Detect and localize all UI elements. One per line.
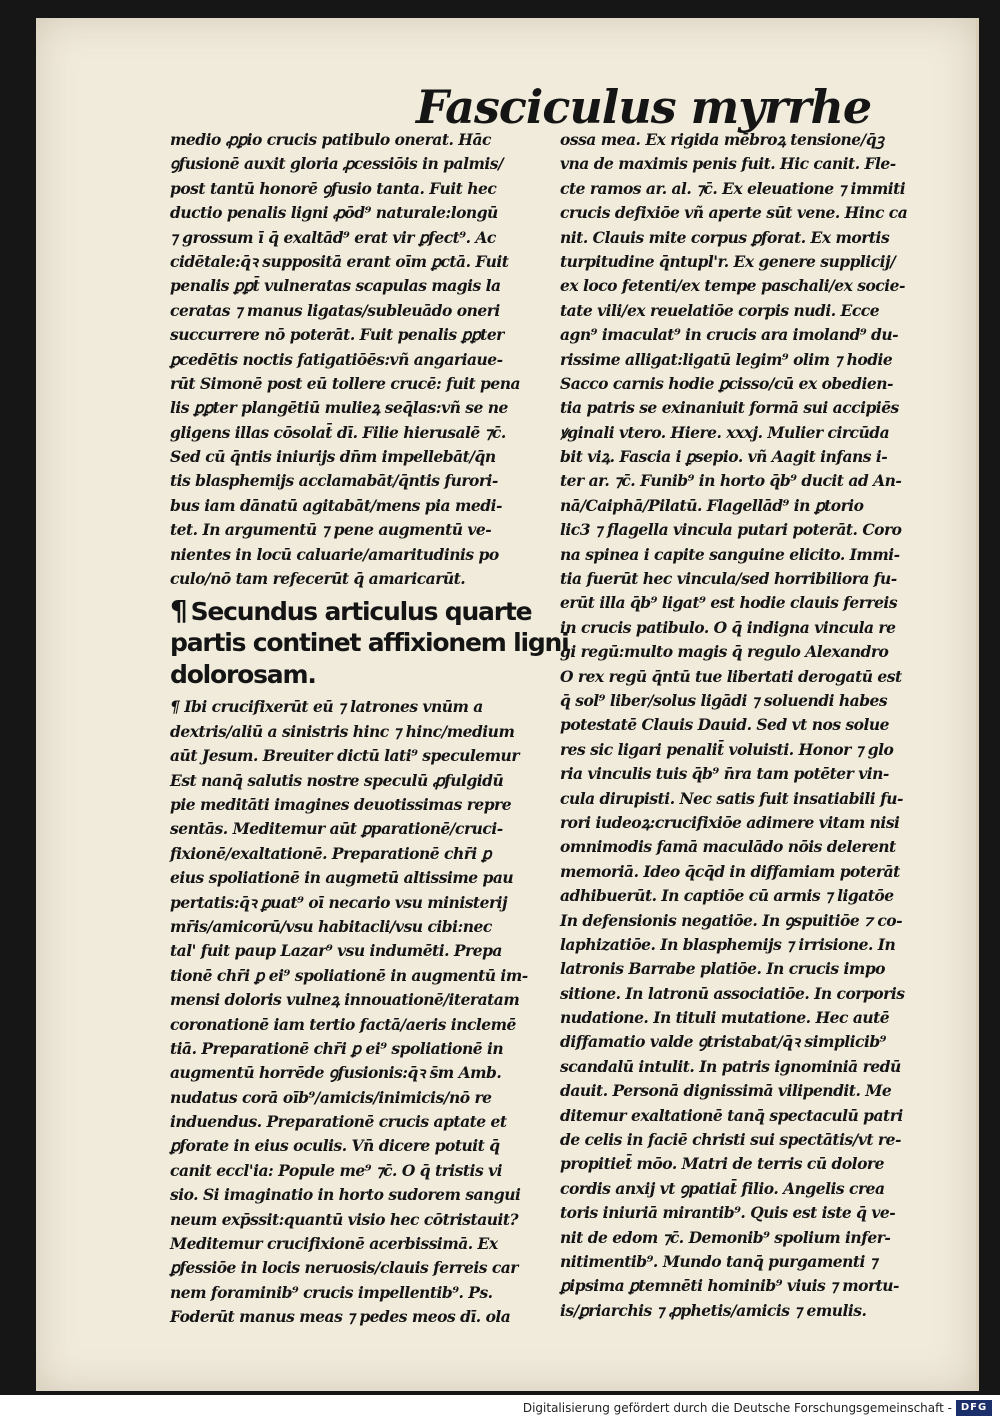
text-line: ossa mea. Ex rigida mēbroꝝ tensione/q̄ꝫ bbox=[560, 130, 884, 149]
text-line: potestatē Clauis Dauid. Sed vt nos solue bbox=[560, 715, 890, 735]
text-line: post tantū honorē ꝯfusio tanta. Fuit hec bbox=[170, 178, 497, 198]
text-line: nem foraminib⁹ crucis impellentib⁹. Ps. bbox=[170, 1282, 493, 1302]
text-line: nit. Clauis mite corpus ꝑforat. Ex mortis bbox=[560, 227, 890, 247]
text-line: rori iudeoꝝ:crucifixiōe adimere vitam nisi bbox=[560, 812, 900, 832]
text-line: gligens illas cōsolat̄ dī. Filie hierusalē ⁊c̄. bbox=[170, 422, 506, 442]
text-line: cidētale:q̄ꝛ suppositā erant oīm ꝑctā. Fuit bbox=[170, 251, 509, 271]
text-line: turpitudine q̄ntupl'r. Ex genere supplicij/ bbox=[560, 251, 896, 271]
text-line: aūt Jesum. Breuiter dictū lati⁹ speculemur bbox=[170, 746, 519, 766]
text-line: Foderūt manus meas ⁊ pedes meos dī. ola bbox=[170, 1307, 511, 1327]
text-line: pertatis:q̄ꝛ ꝑuat⁹ oī necario vsu ministerij bbox=[170, 892, 508, 912]
text-line: ꝟginali vtero. Hiere. xxxj. Mulier circūda bbox=[560, 422, 890, 442]
heading-line bbox=[170, 594, 532, 628]
text-line: nudatione. In tituli mutatione. Hec autē bbox=[560, 1008, 890, 1028]
text-line: penalis ꝑꝑt̄ vulneratas scapulas magis la bbox=[170, 276, 501, 296]
text-line: ꝑfessiōe in locis neruosis/clauis ferreis car bbox=[170, 1258, 518, 1278]
text-line: cula dirupisti. Nec satis fuit insatiabili fu- bbox=[560, 788, 903, 808]
text-line: tis blasphemijs acclamabāt/q̄ntis furori- bbox=[170, 471, 498, 491]
text-line: ductio penalis ligni ꝓōd⁹ naturale:longū bbox=[170, 203, 498, 223]
funding-notice: Digitalisierung gefördert durch die Deutsche Forschungsgemeinschaft - bbox=[522, 1401, 952, 1415]
left-text-before-heading bbox=[170, 128, 525, 591]
section-heading bbox=[170, 594, 569, 691]
text-line: ⁊ grossum ī q̄ exaltād⁹ erat vir ꝑfect⁹. Ac bbox=[170, 227, 496, 247]
text-line: latronis Barrabe platiōe. In crucis impo bbox=[560, 959, 886, 979]
text-line: mr̄is/amicorū/vsu habitacli/vsu cibi:nec bbox=[170, 916, 492, 936]
text-line: cte ramos ar. al. ⁊c̄. Ex eleuatione ⁊ immiti bbox=[560, 178, 906, 198]
text-line: ꝑforate in eius oculis. Vn̄ dicere potuit q̄ bbox=[170, 1136, 500, 1156]
text-line: cordis anxij vt ꝯpatiat̄ filio. Angelis crea bbox=[560, 1178, 885, 1198]
text-line: O rex regū q̄ntū tue libertati derogatū est bbox=[560, 666, 902, 686]
text-line: tal' fuit paup Lazar⁹ vsu indumēti. Prepa bbox=[170, 941, 502, 961]
text-line: q̄ sol⁹ liber/solus ligādi ⁊ soluendi habes bbox=[560, 690, 888, 710]
text-line: nā/Caiphā/Pilatū. Flagellād⁹ in ꝑtorio bbox=[560, 495, 864, 515]
text-line: coronationē iam tertio factā/aeris inclemē bbox=[170, 1014, 516, 1034]
text-line: sentās. Meditemur aūt ꝑparationē/cruci- bbox=[170, 819, 503, 839]
text-line: crucis defixiōe vñ aperte sūt vene. Hinc ca bbox=[560, 203, 908, 223]
text-line: succurrere nō poterāt. Fuit penalis ꝑꝑter bbox=[170, 325, 504, 345]
dfg-logo: DFG bbox=[956, 1400, 992, 1416]
text-line: de celis in faciē christi sui spectātis/vt re- bbox=[560, 1130, 901, 1150]
text-line: memoriā. Ideo q̄cq̄d in diffamiam poterāt bbox=[560, 861, 900, 881]
text-line: ꝑcedētis noctis fatigatiōēs:vñ angariaue- bbox=[170, 349, 503, 369]
text-line: medio ꝓꝑio crucis patibulo onerat. Hāc bbox=[170, 130, 491, 149]
text-line: culo/nō tam refecerūt q̄ amaricarūt. bbox=[170, 569, 466, 589]
text-line: ꝑipsima ꝑtemnēti hominib⁹ viuis ⁊ mortu- bbox=[560, 1276, 899, 1296]
text-line: scandalū intulit. In patris ignominiā redū bbox=[560, 1056, 901, 1076]
text-line: pie meditāti imagines deuotissimas repre bbox=[170, 794, 512, 814]
text-line: In defensionis negatiōe. In ꝯspuitiōe ⁊ co- bbox=[560, 910, 903, 930]
right-column bbox=[560, 128, 935, 1323]
text-line: eius spoliationē in augmetū altissime pau bbox=[170, 868, 514, 888]
running-head: Fasciculus myrrhe bbox=[416, 80, 872, 134]
text-line: ditemur exaltationē tanq̄ spectaculū patri bbox=[560, 1105, 903, 1125]
text-line: Sacco carnis hodie ꝑcisso/cū ex obedien- bbox=[560, 373, 893, 393]
text-line: fixionē/exaltationē. Preparationē chr̄i ꝑ bbox=[170, 843, 492, 863]
text-line: mensi doloris vulneꝝ innouationē/iteratam bbox=[170, 990, 520, 1010]
text-line: Sed cū q̄ntis iniurijs dn̄m impellebāt/q̄n bbox=[170, 447, 496, 467]
text-line: sio. Si imaginatio in horto sudorem sangui bbox=[170, 1185, 521, 1205]
text-line: agn⁹ imaculat⁹ in crucis ara imoland⁹ du- bbox=[560, 325, 899, 345]
right-text bbox=[560, 128, 935, 1323]
left-text-after-heading bbox=[170, 695, 528, 1329]
text-line: in crucis patibulo. O q̄ indigna vincula re bbox=[560, 617, 896, 637]
text-line: toris iniuriā mirantib⁹. Quis est iste q̄ ve- bbox=[560, 1203, 896, 1223]
text-line: ¶ Ibi crucifixerūt eū ⁊ latrones vnūm a bbox=[170, 697, 483, 717]
text-line: nit de edom ⁊c̄. Demonib⁹ spolium infer- bbox=[560, 1227, 891, 1247]
text-line: neum exp̄ssit:quantū visio hec cōtristauit? bbox=[170, 1209, 519, 1229]
text-line: ex loco fetenti/ex tempe paschali/ex socie- bbox=[560, 276, 905, 296]
heading-line-text: Secundus articulus quarte bbox=[190, 597, 532, 627]
text-line: augmentū horrēde ꝯfusionis:q̄ꝛ s̄m Amb. bbox=[170, 1063, 502, 1083]
text-line: tiā. Preparationē chr̄i ꝑ ei⁹ spoliationē in bbox=[170, 1038, 504, 1058]
text-line: rissime alligat:ligatū legim⁹ olim ⁊ hodie bbox=[560, 349, 893, 369]
text-line: dauit. Personā dignissimā vilipendit. Me bbox=[560, 1081, 892, 1101]
text-line: adhibuerūt. In captiōe cū armis ⁊ ligatōe bbox=[560, 886, 894, 906]
text-line: dextris/aliū a sinistris hinc ⁊ hinc/medium bbox=[170, 721, 515, 741]
text-line: erūt illa q̄b⁹ ligat⁹ est hodie clauis ferreis bbox=[560, 593, 898, 613]
left-column bbox=[170, 128, 569, 1330]
text-line: nitimentib⁹. Mundo tanq̄ purgamenti ⁊ bbox=[560, 1251, 878, 1271]
heading-line: dolorosam. bbox=[170, 660, 316, 690]
text-line: vna de maximis penis fuit. Hic canit. Fle- bbox=[560, 154, 896, 174]
text-line: lic3 ⁊ flagella vincula putari poterāt. Coro bbox=[560, 520, 902, 540]
text-line: lis ꝑꝑter plangētiū mulieꝝ seq̄las:vñ se ne bbox=[170, 398, 508, 418]
text-line: propitiet̄ mōo. Matri de terris cū dolore bbox=[560, 1154, 884, 1174]
text-line: canit eccl'ia: Popule me⁹ ⁊c̄. O q̄ tristis vi bbox=[170, 1160, 502, 1180]
text-line: tate vili/ex reuelatiōe corpis nudi. Ecce bbox=[560, 300, 880, 320]
text-line: tet. In argumentū ⁊ pene augmentū ve- bbox=[170, 520, 492, 540]
text-line: ria vinculis tuis q̄b⁹ n̄ra tam potēter vin- bbox=[560, 764, 889, 784]
text-line: gi regū:multo magis q̄ regulo Alexandro bbox=[560, 642, 889, 662]
text-line: bus iam dānatū agitabāt/mens pia medi- bbox=[170, 495, 502, 515]
text-line: na spinea i capite sanguine elicito. Immi- bbox=[560, 544, 900, 564]
text-line: tia fuerūt hec vincula/sed horribiliora fu- bbox=[560, 569, 897, 589]
text-line: nudatus corā oīb⁹/amicis/inimicis/nō re bbox=[170, 1087, 492, 1107]
text-line: diffamatio valde ꝯtristabat/q̄ꝛ simplicib⁹ bbox=[560, 1032, 886, 1052]
text-line: bit viꝝ. Fascia i ꝑsepio. vñ Aagit infans i- bbox=[560, 447, 888, 467]
text-line: ter ar. ⁊c̄. Funib⁹ in horto q̄b⁹ ducit ad An- bbox=[560, 471, 902, 491]
digitization-footer bbox=[0, 1395, 1000, 1423]
text-line: induendus. Preparationē crucis aptate et bbox=[170, 1112, 507, 1132]
text-line: tia patris se exinaniuit formā sui accipiēs bbox=[560, 398, 899, 418]
text-line: res sic ligari penalit̄ voluisti. Honor ⁊ glo bbox=[560, 739, 894, 759]
text-line: sitione. In latronū associatiōe. In corporis bbox=[560, 983, 905, 1003]
text-line: omnimodis famā maculādo nōis delerent bbox=[560, 837, 896, 857]
text-line: rūt Simonē post eū tollere crucē: fuit pena bbox=[170, 373, 521, 393]
text-line: is/ꝑriarchis ⁊ ꝓphetis/amicis ⁊ emulis. bbox=[560, 1300, 867, 1320]
text-line: nientes in locū caluarie/amaritudinis po bbox=[170, 544, 499, 564]
text-line: tionē chr̄i ꝑ ei⁹ spoliationē in augmentū im- bbox=[170, 965, 528, 985]
paragraph-mark-icon: ¶ bbox=[170, 594, 187, 628]
text-line: ꝯfusionē auxit gloria ꝓcessiōis in palmis/ bbox=[170, 154, 504, 174]
text-line: ceratas ⁊ manus ligatas/subleuādo oneri bbox=[170, 300, 500, 320]
heading-line: partis continet affixionem ligni bbox=[170, 628, 569, 658]
text-line: Meditemur crucifixionē acerbissimā. Ex bbox=[170, 1234, 498, 1254]
text-line: Est nanq̄ salutis nostre speculū ꝓfulgidū bbox=[170, 770, 504, 790]
text-line: laphizatiōe. In blasphemijs ⁊ irrisione. In bbox=[560, 934, 896, 954]
